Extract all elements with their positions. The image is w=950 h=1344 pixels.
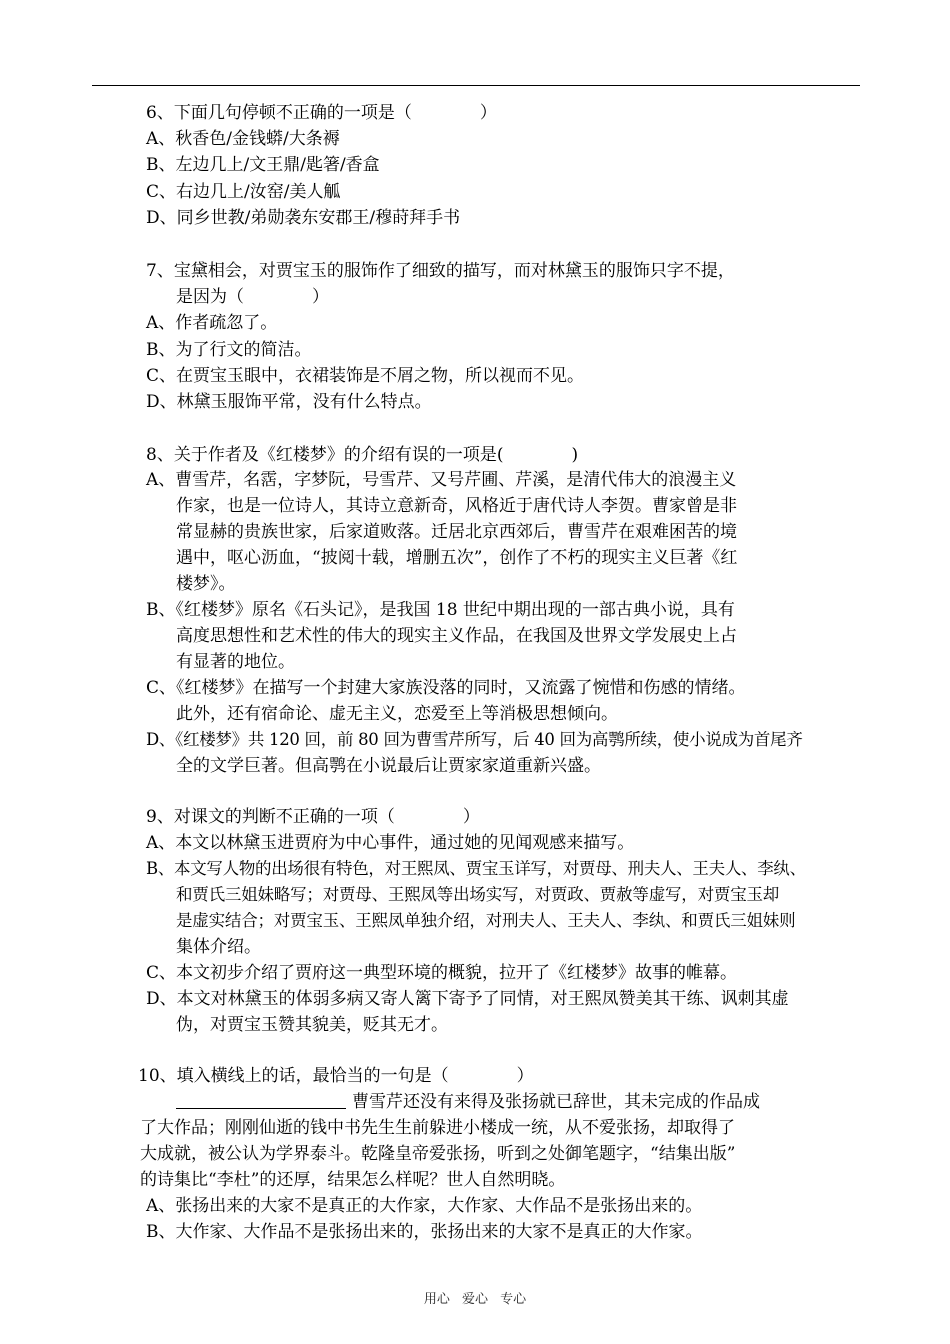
footer-word: 专心 <box>500 1292 527 1307</box>
q7-stem: 7、宝黛相会，对贾宝玉的服饰作了细致的描写，而对林黛玉的服饰只字不提， <box>146 261 735 281</box>
q9-option-c: C、本文初步介绍了贾府这一典型环境的概貌，拉开了《红楼梦》故事的帷幕。 <box>146 963 738 983</box>
q8-option-b-line: 高度思想性和艺术性的伟大的现实主义作品，在我国及世界文学发展史上占 <box>176 626 737 646</box>
q9-option-b-line: 集体介绍。 <box>176 937 261 957</box>
q6-stem: 6、下面几句停顿不正确的一项是（ ） <box>146 103 497 123</box>
q8-option-b: B、《红楼梦》原名《石头记》，是我国 18 世纪中期出现的一部古典小说，具有 <box>146 600 735 620</box>
q10-stem: 10、填入横线上的话，最恰当的一句是（ ） <box>138 1066 534 1086</box>
q10-option-a: A、张扬出来的大家不是真正的大作家，大作家、大作品不是张扬出来的。 <box>146 1196 703 1216</box>
q10-passage-line: 了大作品；刚刚仙逝的钱中书先生生前躲进小楼成一统，从不爱张扬，却取得了 <box>140 1118 735 1138</box>
q10-option-b: B、大作家、大作品不是张扬出来的，张扬出来的大家不是真正的大作家。 <box>146 1222 703 1242</box>
header-rule <box>92 85 860 86</box>
q7-option-b: B、为了行文的简洁。 <box>146 340 312 360</box>
q7-stem-cont: 是因为（ ） <box>176 287 329 307</box>
q6-option-d: D、同乡世教/弟勋袭东安郡王/穆莳拜手书 <box>146 208 461 228</box>
fill-in-blank[interactable] <box>176 1091 346 1109</box>
q9-option-b-line: 是虚实结合；对贾宝玉、王熙凤单独介绍，对刑夫人、王夫人、李纨、和贾氏三姐妹则 <box>176 911 796 930</box>
q9-option-d-line: 伪，对贾宝玉赞其貌美，贬其无才。 <box>176 1015 448 1035</box>
footer-word: 爱心 <box>461 1292 488 1307</box>
q9-option-b-line: 和贾氏三姐妹略写；对贾母、王熙凤等出场实写，对贾政、贾赦等虚写，对贾宝玉却 <box>176 885 780 904</box>
q8-option-b-line: 有显著的地位。 <box>176 652 295 672</box>
page-footer <box>0 1288 950 1307</box>
q10-passage-text: 曹雪芹还没有来得及张扬就已辞世，其未完成的作品成 <box>352 1092 760 1112</box>
q6-option-a: A、秋香色/金钱蟒/大条褥 <box>146 129 340 149</box>
q9-option-a: A、本文以林黛玉进贾府为中心事件，通过她的见闻观感来描写。 <box>146 833 635 853</box>
q7-option-c: C、在贾宝玉眼中，衣裙装饰是不屑之物，所以视而不见。 <box>146 366 585 386</box>
q8-option-c: C、《红楼梦》在描写一个封建大家族没落的同时，又流露了惋惜和伤感的情绪。 <box>146 678 746 698</box>
q8-option-a: A、曹雪芹，名霑，字梦阮，号雪芹、又号芹圃、芹溪，是清代伟大的浪漫主义 <box>146 470 737 490</box>
q8-stem: 8、关于作者及《红楼梦》的介绍有误的一项是( ) <box>146 445 579 465</box>
q8-option-d-line: 全的文学巨著。但高鹗在小说最后让贾家家道重新兴盛。 <box>176 756 601 776</box>
footer-word: 用心 <box>423 1292 450 1307</box>
q6-option-b: B、左边几上/文王鼎/匙箸/香盒 <box>146 155 380 175</box>
q7-option-a: A、作者疏忽了。 <box>146 313 278 333</box>
q7-option-d: D、林黛玉服饰平常，没有什么特点。 <box>146 392 432 412</box>
q6-option-c: C、右边几上/汝窑/美人觚 <box>146 182 341 202</box>
q9-stem: 9、对课文的判断不正确的一项（ ） <box>146 807 480 827</box>
q10-passage-line <box>176 1090 760 1114</box>
q10-passage-line: 的诗集比“李杜”的还厚，结果怎么样呢？世人自然明晓。 <box>140 1170 566 1190</box>
q8-option-d: D、《红楼梦》共 120 回，前 80 回为曹雪芹所写，后 40 回为高鹗所续，使小说成为首尾齐 <box>146 730 803 749</box>
q8-option-a-line: 作家，也是一位诗人，其诗立意新奇，风格近于唐代诗人李贺。曹家曾是非 <box>176 496 737 516</box>
q8-option-a-line: 常显赫的贵族世家，后家道败落。迁居北京西郊后，曹雪芹在艰难困苦的境 <box>176 522 737 542</box>
q9-option-b: B、本文写人物的出场很有特色，对王熙凤、贾宝玉详写，对贾母、刑夫人、王夫人、李纨、 <box>146 859 806 878</box>
q10-passage-line: 大成就，被公认为学界泰斗。乾隆皇帝爱张扬，听到之处御笔题字，“结集出版” <box>140 1144 736 1164</box>
q8-option-c-line: 此外，还有宿命论、虚无主义，恋爱至上等消极思想倾向。 <box>176 704 618 724</box>
q8-option-a-line: 遇中，呕心沥血，“披阅十载，增删五次”，创作了不朽的现实主义巨著《红 <box>176 548 738 568</box>
q9-option-d: D、本文对林黛玉的体弱多病又寄人篱下寄予了同情，对王熙凤赞美其干练、讽刺其虚 <box>146 989 789 1009</box>
q8-option-a-line: 楼梦》。 <box>176 574 236 594</box>
